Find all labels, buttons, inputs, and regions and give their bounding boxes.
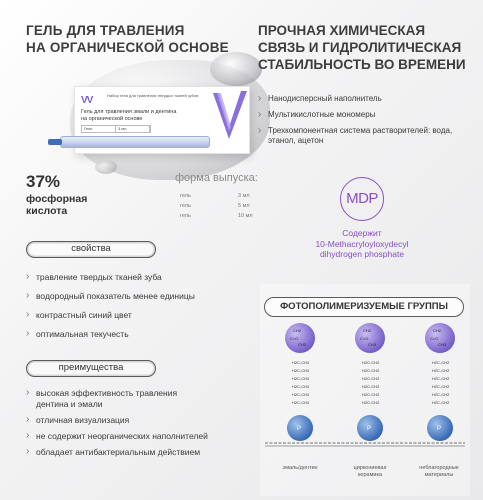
release-form-row: гель 3 мл [180,193,250,199]
svg-text:CH2: CH2 [293,328,302,333]
svg-text:H2C-CH2: H2C-CH2 [432,376,450,381]
svg-text:P: P [297,426,302,432]
package-label: Гель для травления эмали и дентина на органической основе [81,109,177,122]
svg-text:H2C-CH2: H2C-CH2 [292,376,310,381]
svg-text:CH2: CH2 [363,328,372,333]
svg-text:C=O: C=O [290,336,299,341]
svg-text:C=O: C=O [430,336,439,341]
molecule-column-3 [425,323,455,441]
mdp-description: Содержит 10-Methacryloyloxydecyl dihydrogen phosphate [315,228,409,259]
features-list [258,94,476,152]
svg-text:P: P [367,426,372,432]
svg-text:CH3: CH3 [298,342,307,347]
svg-text:H2C-CH2: H2C-CH2 [292,392,310,397]
properties-label: свойства [26,241,156,258]
package-volume-table: Гель 3 мл [81,125,151,133]
substrate-label: неблагородные материалы [419,465,459,478]
list-item: › Нанодисперсный наполнитель [258,94,476,104]
svg-text:H2C-CH2: H2C-CH2 [362,400,380,405]
advantages-label: преимущества [26,360,156,377]
acid-name: фосфорная кислота [26,193,88,217]
advantages-list [26,388,211,463]
mdp-badge: MDP [340,177,384,221]
molecule-column-2 [355,323,385,441]
brand-logo: VV [81,95,93,106]
release-form-row: гель 10 мл [180,213,253,219]
svg-text:H2C-CH2: H2C-CH2 [292,400,310,405]
release-form-row: гель 5 мл [180,203,250,209]
list-item: › Трехкомпонентная система растворителей: вода, этанол, ацетон [258,126,476,146]
svg-text:H2C-CH2: H2C-CH2 [362,384,380,389]
svg-text:H2C-CH2: H2C-CH2 [292,384,310,389]
list-item: › оптимальная текучесть [26,329,236,340]
bonding-title: ПРОЧНАЯ ХИМИЧЕСКАЯ СВЯЗЬ И ГИДРОЛИТИЧЕСКАЯ СТАБИЛЬНОСТЬ ВО ВРЕМЕНИ [258,23,466,72]
molecule-column-1 [285,323,315,441]
svg-text:H2C-CH2: H2C-CH2 [362,392,380,397]
substrate-label: циркониевая керамика [353,465,387,478]
release-form-label: форма выпуска: [175,172,258,184]
svg-text:H2C-CH2: H2C-CH2 [292,368,310,373]
product-title: ГЕЛЬ ДЛЯ ТРАВЛЕНИЯ НА ОРГАНИЧЕСКОЙ ОСНОВЕ [26,23,229,55]
molecule-diagram [260,318,470,458]
svg-text:CH3: CH3 [438,342,447,347]
svg-text:CH2: CH2 [433,328,442,333]
syringe-tip [48,139,62,145]
svg-text:C=O: C=O [360,336,369,341]
svg-text:H2C-CH2: H2C-CH2 [432,384,450,389]
svg-text:H2C-CH2: H2C-CH2 [292,360,310,365]
svg-text:H2C-CH2: H2C-CH2 [432,360,450,365]
brand-v-mark-icon [207,87,251,155]
package-subtitle: Набор геля для травления твердых тканей зубов [107,93,199,98]
gel-drop-decoration [210,52,262,86]
list-item: › высокая эффективность травления дентина и эмали [26,388,211,410]
syringe-image [60,136,210,148]
properties-list [26,272,236,348]
list-item: › Мультикислотные мономеры [258,110,476,120]
list-item: › контрастный синий цвет [26,310,236,321]
svg-text:H2C-CH2: H2C-CH2 [362,376,380,381]
list-item: › не содержит неорганических наполнителей [26,431,211,442]
svg-text:H2C-CH2: H2C-CH2 [362,360,380,365]
diagram-title: ФОТОПОЛИМЕРИЗУЕМЫЕ ГРУППЫ [264,297,464,317]
substrate-label: эмаль/дентин [282,465,318,471]
svg-text:CH3: CH3 [368,342,377,347]
list-item: › отличная визуализация [26,415,211,426]
acid-percentage: 37% [26,172,61,191]
gel-drop-decoration [95,160,117,174]
svg-text:H2C-CH2: H2C-CH2 [362,368,380,373]
list-item: › водородный показатель менее единицы [26,291,236,302]
svg-text:P: P [437,426,442,432]
svg-text:H2C-CH2: H2C-CH2 [432,392,450,397]
list-item: › травление твердых тканей зуба [26,272,236,283]
svg-text:H2C-CH2: H2C-CH2 [432,400,450,405]
svg-text:H2C-CH2: H2C-CH2 [432,368,450,373]
list-item: › обладает антибактериальным действием [26,447,211,458]
